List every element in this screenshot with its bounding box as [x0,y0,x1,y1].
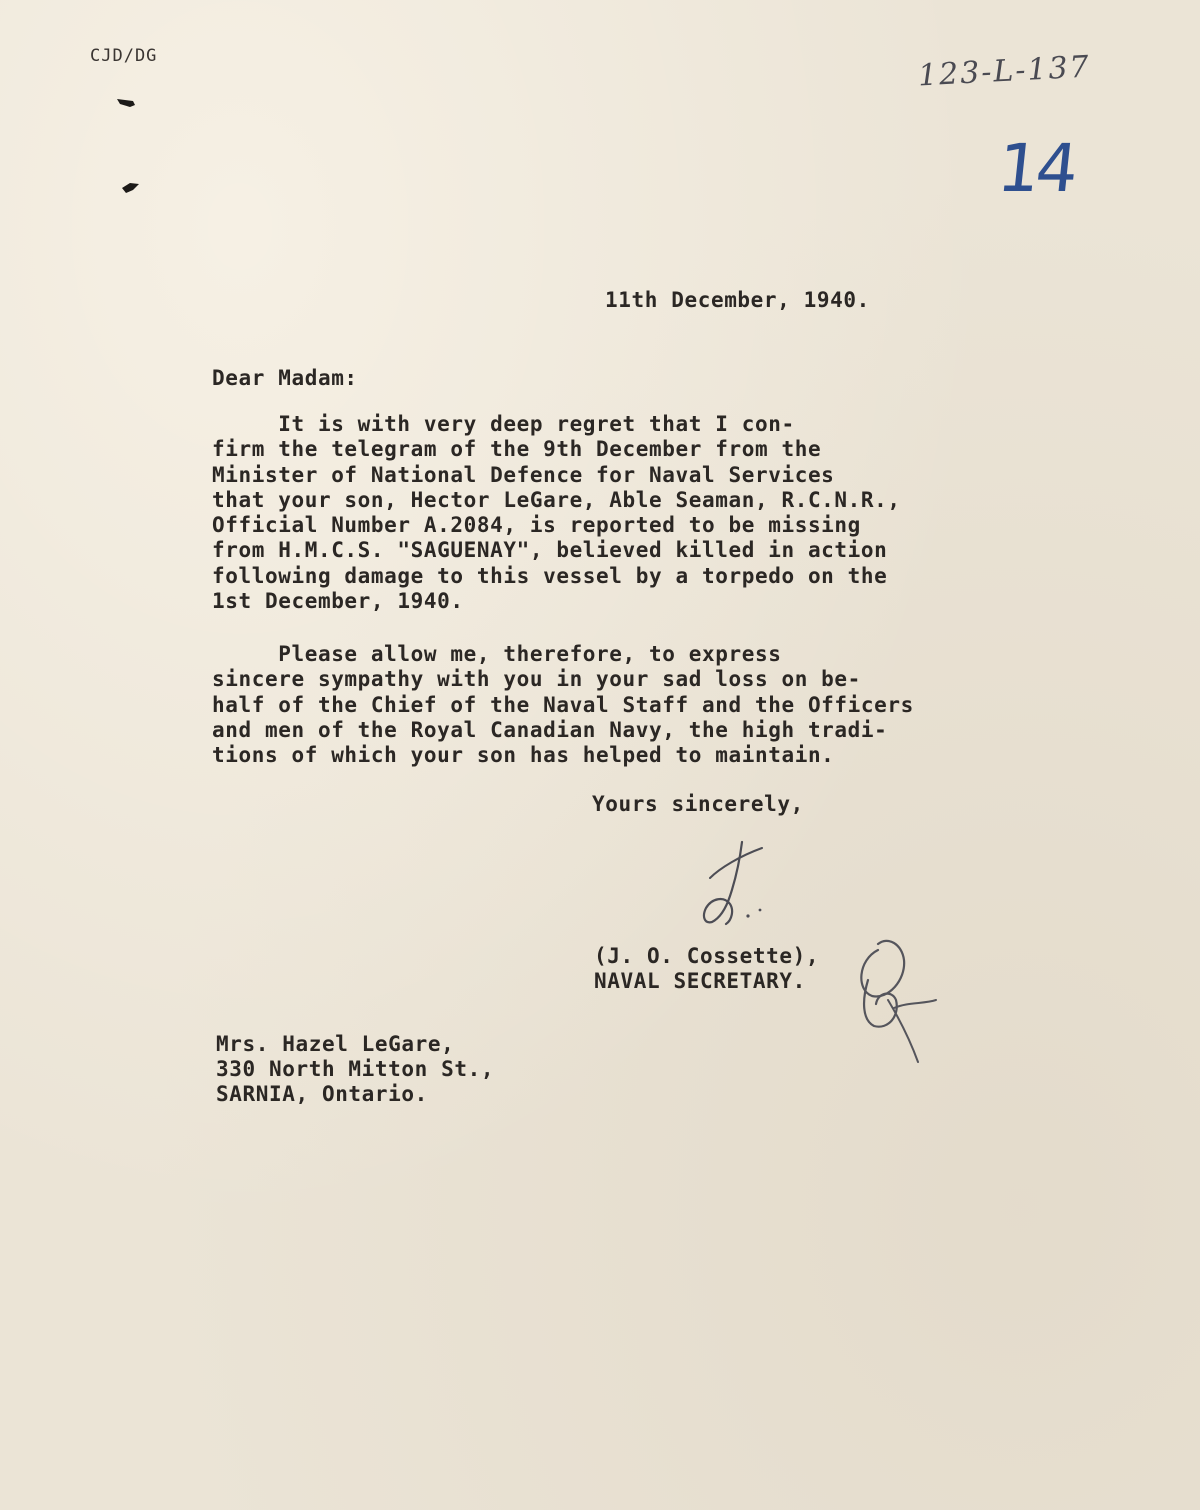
paragraph-line: sincere sympathy with you in your sad loss on be- [212,667,861,692]
recipient-city: SARNIA, Ontario. [216,1082,428,1106]
page-number-handwritten: 14 [993,130,1079,207]
paragraph-line: 1st December, 1940. [212,589,464,614]
paragraph-condolence [212,412,901,614]
signature-mark [690,838,780,938]
paragraph-line: that your son, Hector LeGare, Able Seaman, R.C.N.R., [212,487,901,512]
paragraph-line: firm the telegram of the 9th December from the [212,437,822,462]
paragraph-line: Please allow me, therefore, to express [212,642,782,666]
paragraph-line: from H.M.C.S. "SAGUENAY", believed killed in action [212,538,888,563]
paragraph-sympathy [212,642,914,768]
paragraph-line: Official Number A.2084, is reported to be missing [212,513,861,538]
paragraph-line: Minister of National Defence for Naval Services [212,462,835,487]
initials-mark [848,930,948,1070]
punch-hole-icon [116,96,136,108]
paragraph-line: half of the Chief of the Naval Staff and the Officers [212,692,914,717]
signatory-title: NAVAL SECRETARY. [594,969,806,993]
paragraph-line: and men of the Royal Canadian Navy, the high tradi- [212,717,888,742]
punch-hole-icon [120,182,140,194]
paragraph-line: It is with very deep regret that I con- [212,412,795,436]
paragraph-line: following damage to this vessel by a torpedo on the [212,563,888,588]
file-number-handwritten: 123-L-137 [917,49,1092,94]
letter-date: 11th December, 1940. [605,288,870,312]
closing: Yours sincerely, [592,792,804,816]
paragraph-line: tions of which your son has helped to maintain. [212,743,835,768]
reference-code: CJD/DG [90,46,158,66]
recipient-name: Mrs. Hazel LeGare, [216,1032,455,1056]
signatory-name: (J. O. Cossette), [594,944,820,968]
salutation: Dear Madam: [212,366,358,390]
recipient-street: 330 North Mitton St., [216,1057,495,1081]
